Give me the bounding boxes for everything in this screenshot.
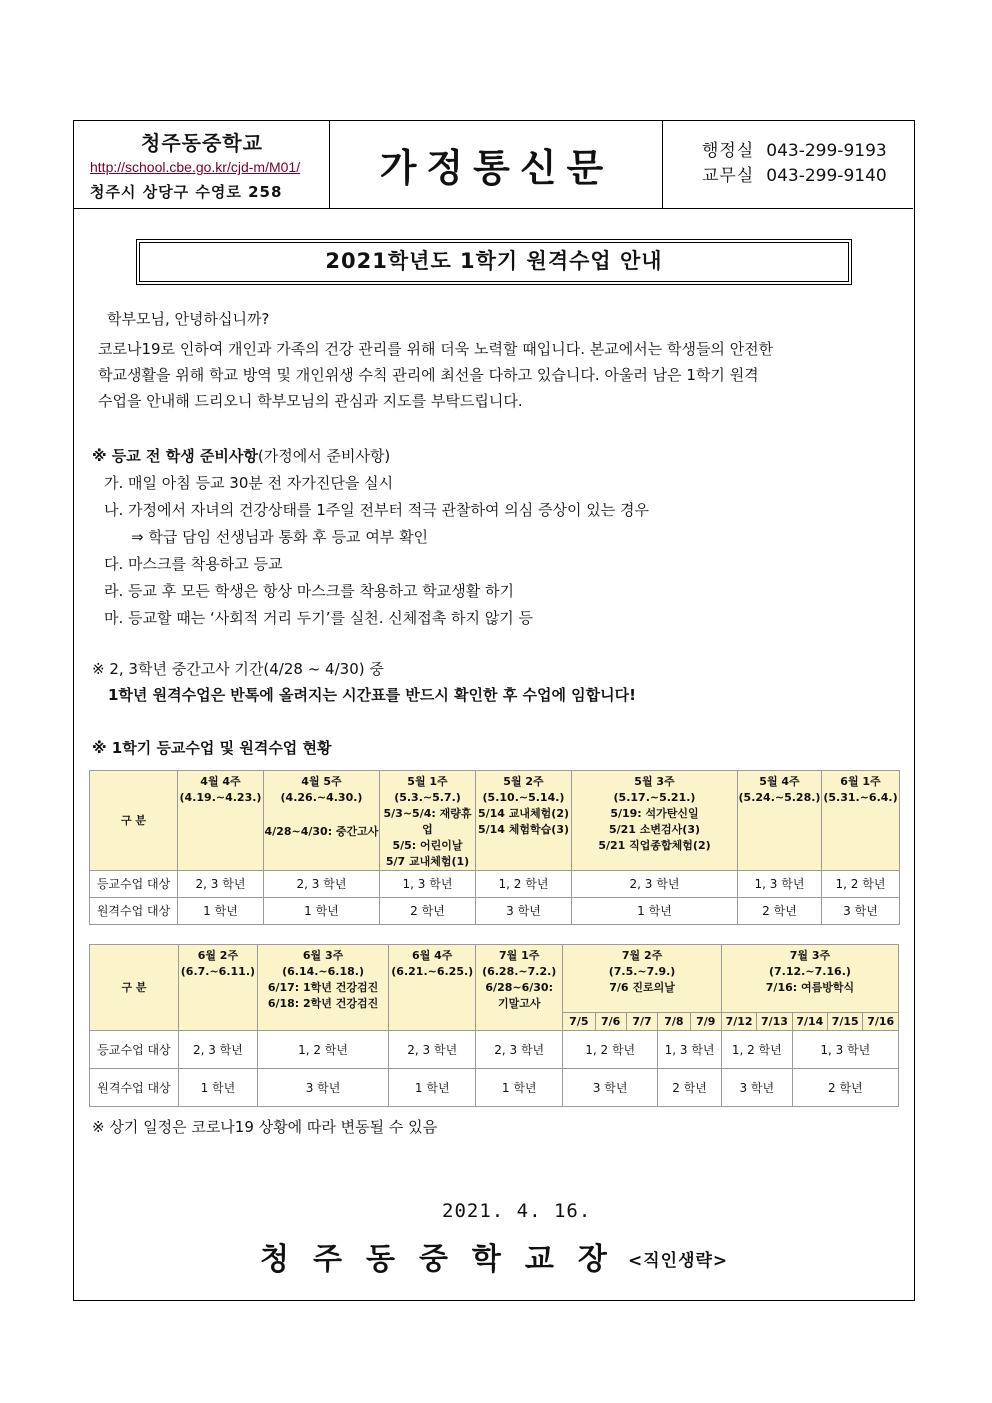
row-label: 등교수업 대상 [90, 1031, 179, 1069]
contact-label: 행정실 [702, 141, 755, 161]
week-range: (6.28.~7.2.) [482, 965, 557, 978]
week-label: 5월 4주 [759, 775, 800, 788]
week-label: 4월 5주 [301, 775, 342, 788]
issue-date: 2021. 4. 16. [442, 1200, 592, 1222]
week-label: 6월 4주 [412, 949, 453, 962]
table-cell: 2, 3 학년 [264, 871, 380, 898]
table-cell: 1, 2 학년 [563, 1031, 658, 1069]
table-cell: 1 학년 [178, 898, 264, 925]
table-cell: 1 학년 [178, 1069, 257, 1107]
day-cell: 7/9 [690, 1013, 721, 1031]
table-cell: 1, 3 학년 [738, 871, 822, 898]
table-row [90, 898, 900, 925]
status-heading: ※ 1학기 등교수업 및 원격수업 현황 [92, 739, 332, 757]
week-note: 7/16: 여름방학식 [765, 981, 855, 994]
prep-heading [92, 445, 390, 466]
table-cell: 2, 3 학년 [572, 871, 738, 898]
exam-heading: ※ 2, 3학년 중간고사 기간(4/28 ~ 4/30) 중 [92, 660, 384, 678]
exam-notice: 1학년 원격수업은 반톡에 올려지는 시간표를 반드시 확인한 후 수업에 임합니다! [108, 686, 636, 704]
week-range: (4.26.~4.30.) [280, 791, 363, 804]
week-cell [563, 945, 722, 1013]
week-range: (4.19.~4.23.) [179, 791, 262, 804]
table-cell: 1, 3 학년 [658, 1031, 722, 1069]
table-cell: 1 학년 [264, 898, 380, 925]
letterhead [74, 121, 913, 209]
day-cell: 7/12 [721, 1013, 756, 1031]
contact-label: 교무실 [702, 166, 755, 186]
week-note: 6/28~6/30: 기말고사 [485, 981, 553, 1010]
school-url-link[interactable]: http://school.cbe.go.kr/cjd-m/M01/ [90, 159, 301, 175]
week-cell [257, 945, 388, 1031]
contact-admin [702, 139, 887, 164]
week-range: (6.7.~6.11.) [180, 965, 256, 978]
table-cell: 1, 3 학년 [380, 871, 476, 898]
day-cell: 7/13 [757, 1013, 792, 1031]
week-cell [721, 945, 898, 1013]
newsletter-title-cell [330, 121, 663, 209]
table-cell: 1, 2 학년 [476, 871, 572, 898]
table-row [90, 1031, 899, 1069]
week-cell [572, 771, 738, 871]
week-label: 5월 2주 [503, 775, 544, 788]
document-frame [73, 120, 915, 1301]
school-name: 청주동중학교 [141, 131, 263, 155]
contact-list [702, 139, 887, 189]
prep-item: ⇒ 학급 담임 선생님과 통화 후 등교 여부 확인 [131, 528, 429, 546]
week-cell [476, 945, 563, 1031]
prep-item: 다. 마스크를 착용하고 등교 [104, 555, 283, 573]
school-address: 청주시 상당구 수영로 258 [90, 183, 283, 201]
seal-note: <직인생략> [628, 1251, 729, 1271]
week-range: (5.24.~5.28.) [738, 791, 821, 804]
contact-academic [702, 164, 887, 189]
prep-item: 가. 매일 아침 등교 30분 전 자가진단을 실시 [104, 474, 394, 492]
table-cell: 1 학년 [389, 1069, 476, 1107]
table-cell: 2 학년 [380, 898, 476, 925]
week-range: (5.10.~5.14.) [482, 791, 565, 804]
subtitle: 2021학년도 1학기 원격수업 안내 [139, 242, 849, 282]
week-label: 5월 1주 [407, 775, 448, 788]
table-cell: 3 학년 [822, 898, 900, 925]
table-row [90, 1069, 899, 1107]
week-note: 5/14 교내체험(2) 5/14 체험학습(3) [477, 807, 570, 836]
table-cell: 1 학년 [476, 1069, 563, 1107]
table-cell: 3 학년 [257, 1069, 388, 1107]
week-cell [476, 771, 572, 871]
week-range: (5.31.~6.4.) [823, 791, 898, 804]
footnote: ※ 상기 일정은 코로나19 상황에 따라 변동될 수 있음 [92, 1118, 438, 1136]
week-cell [264, 771, 380, 871]
day-cell: 7/8 [658, 1013, 690, 1031]
week-range: (6.14.~6.18.) [282, 965, 364, 978]
table-cell: 1, 2 학년 [822, 871, 900, 898]
row-label: 원격수업 대상 [90, 1069, 179, 1107]
prep-heading-rest: (가정에서 준비사항) [257, 447, 391, 465]
schedule-table-2 [89, 944, 899, 1107]
week-note: 5/3~5/4: 재량휴업 5/5: 어린이날 5/7 교내체험(1) [383, 807, 472, 868]
schedule-table-1 [89, 770, 900, 925]
intro-line-1: 코로나19로 인하여 개인과 가족의 건강 관리를 위해 더욱 노력할 때입니다. 본교에서는 학생들의 안전한 [98, 340, 774, 358]
week-label: 5월 3주 [634, 775, 675, 788]
row-label: 등교수업 대상 [90, 871, 178, 898]
table-cell: 1 학년 [572, 898, 738, 925]
week-label: 4월 4주 [200, 775, 241, 788]
intro-line-2: 학교생활을 위해 학교 방역 및 개인위생 수칙 관리에 최선을 다하고 있습니다. 아울러 남은 1학기 원격 [98, 366, 759, 384]
table-cell: 2, 3 학년 [178, 1031, 257, 1069]
week-note: 7/6 진로의날 [609, 981, 675, 994]
day-cell: 7/5 [563, 1013, 595, 1031]
week-range: (7.5.~7.9.) [608, 965, 676, 978]
table-cell: 3 학년 [476, 898, 572, 925]
day-cell: 7/6 [595, 1013, 626, 1031]
week-range: (5.3.~5.7.) [394, 791, 461, 804]
week-label: 6월 2주 [197, 949, 239, 962]
school-info [74, 121, 330, 209]
contact-phone: 043-299-9140 [766, 166, 887, 186]
week-cell [178, 945, 257, 1031]
table-cell: 2 학년 [658, 1069, 722, 1107]
gubun-cell: 구 분 [90, 945, 179, 1031]
prep-item: 마. 등교할 때는 ‘사회적 거리 두기’를 실천. 신체접촉 하지 않기 등 [104, 609, 534, 627]
week-label: 7월 2주 [621, 949, 663, 962]
week-cell [380, 771, 476, 871]
gubun-cell: 구 분 [90, 771, 178, 871]
week-cell [178, 771, 264, 871]
prep-item: 나. 가정에서 자녀의 건강상태를 1주일 전부터 적극 관찰하여 의심 증상이 있는 경우 [104, 501, 649, 519]
day-cell: 7/7 [626, 1013, 657, 1031]
table-header-row [90, 771, 900, 871]
week-range: (7.12.~7.16.) [769, 965, 851, 978]
greeting: 학부모님, 안녕하십니까? [107, 310, 270, 328]
subtitle-box [136, 239, 852, 285]
week-label: 6월 1주 [840, 775, 881, 788]
table-cell: 2 학년 [738, 898, 822, 925]
week-cell [738, 771, 822, 871]
intro-line-3: 수업을 안내해 드리오니 학부모님의 관심과 지도를 부탁드립니다. [98, 392, 523, 410]
row-label: 원격수업 대상 [90, 898, 178, 925]
prep-item: 라. 등교 후 모든 학생은 항상 마스크를 착용하고 학교생활 하기 [104, 582, 514, 600]
table-cell: 1, 3 학년 [792, 1031, 898, 1069]
prep-heading-bold: ※ 등교 전 학생 준비사항 [92, 447, 258, 465]
week-range: (6.21.~6.25.) [391, 965, 474, 978]
table-header-row [90, 945, 899, 1013]
week-note: 4/28~4/30: 중간고사 [264, 825, 379, 838]
week-range: (5.17.~5.21.) [613, 791, 696, 804]
table-cell: 3 학년 [721, 1069, 792, 1107]
day-cell: 7/15 [828, 1013, 863, 1031]
week-note: 6/17: 1학년 건강검진 6/18: 2학년 건강검진 [267, 981, 379, 1010]
table-cell: 1, 2 학년 [721, 1031, 792, 1069]
week-label: 7월 3주 [789, 949, 831, 962]
day-cell: 7/16 [863, 1013, 899, 1031]
principal-signature: 청주동중학교장 [260, 1242, 631, 1277]
week-label: 6월 3주 [302, 949, 344, 962]
week-cell [389, 945, 476, 1031]
table-cell: 2, 3 학년 [476, 1031, 563, 1069]
week-note: 5/19: 석가탄신일 5/21 소변검사(3) 5/21 직업종합체험(2) [598, 807, 711, 852]
week-cell [822, 771, 900, 871]
table-cell: 1, 2 학년 [257, 1031, 388, 1069]
day-cell: 7/14 [792, 1013, 827, 1031]
table-row [90, 871, 900, 898]
newsletter-title: 가정통신문 [379, 146, 614, 190]
table-cell: 2, 3 학년 [389, 1031, 476, 1069]
table-cell: 3 학년 [563, 1069, 658, 1107]
table-cell: 2 학년 [792, 1069, 898, 1107]
contact-phone: 043-299-9193 [766, 141, 887, 161]
table-cell: 2, 3 학년 [178, 871, 264, 898]
week-label: 7월 1주 [499, 949, 540, 962]
